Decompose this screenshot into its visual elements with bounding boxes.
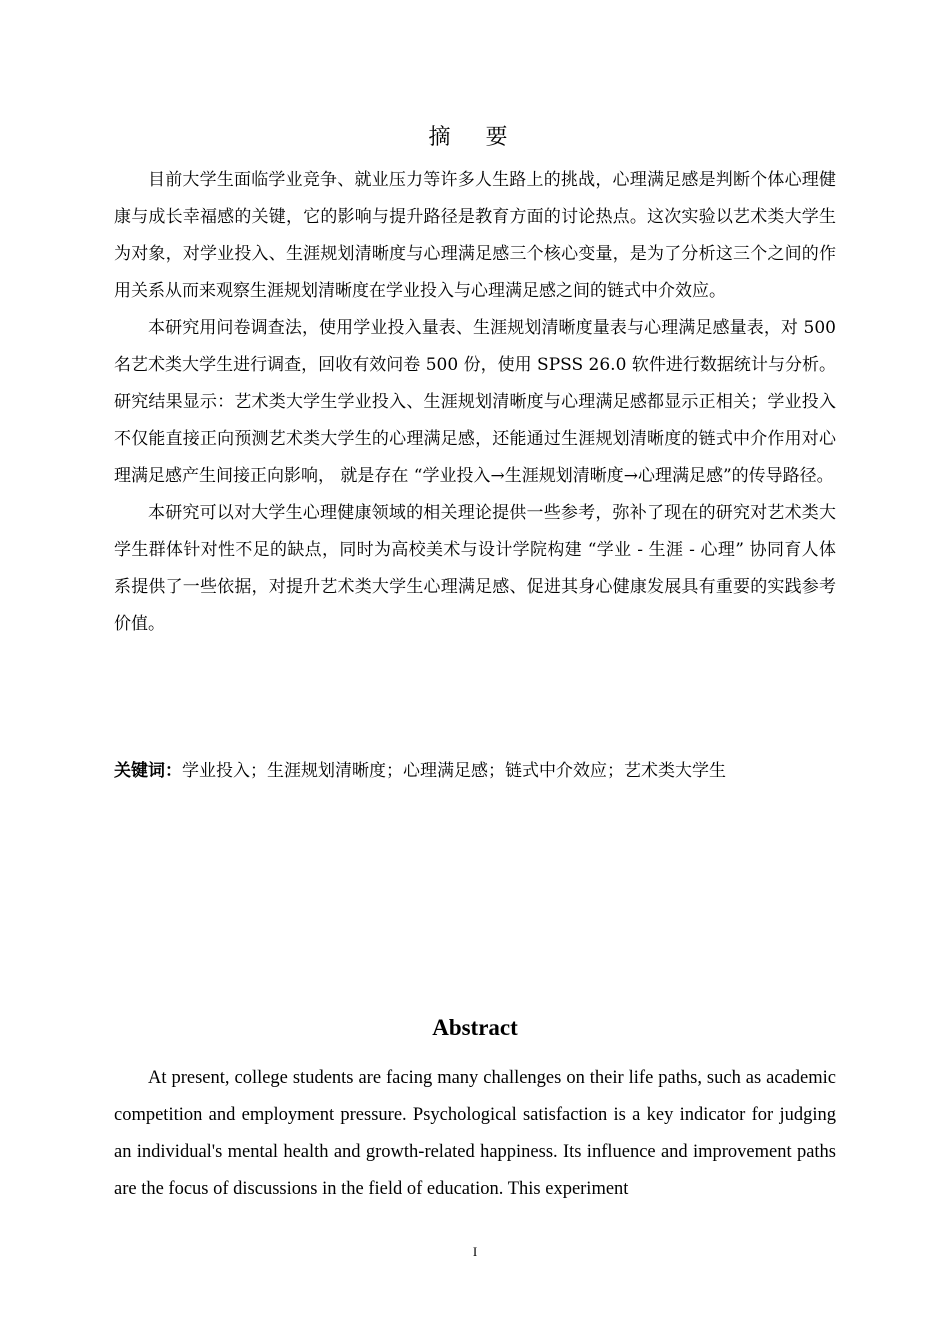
abstract-en-body [114,1060,836,1208]
page-number: I [472,1244,478,1259]
abstract-en-title: Abstract [432,1015,518,1040]
abstract-cn-body [114,162,836,643]
keywords-line [114,755,836,787]
keywords-text: 学业投入；生涯规划清晰度；心理满足感；链式中介效应；艺术类大学生 [182,761,726,781]
abstract-cn-paragraph-1: 目前大学生面临学业竞争、就业压力等许多人生路上的挑战，心理满足感是判断个体心理健康与成长幸福感的关键，它的影响与提升路径是教育方面的讨论热点。这次实验以艺术类大学生为对象，对学业投入、生涯规划清晰度与心理满足感三个核心变量，是为了分析这三个之间的作用关系从而来观察生涯规划清晰度在学业投入与心理满足感之间的链式中介效应。 [114,170,836,301]
abstract-cn-paragraph-2: 本研究用问卷调查法，使用学业投入量表、生涯规划清晰度量表与心理满足感量表，对 500 名艺术类大学生进行调查，回收有效问卷 500 份，使用 SPSS 26.0 软件进行数据统计与分析。研究结果显示：艺术类大学生学业投入、生涯规划清晰度与心理满足感都显示正相关；学业投入不仅能直接正向预测艺术类大学生的心理满足感，还能通过生涯规划清晰度的链式中介作用对心理满足感产生间接正向影响， 就是存在 “学业投入→生涯规划清晰度→心理满足感”的传导路径。 [114,318,836,486]
abstract-cn-title: 摘 要 [428,125,522,150]
abstract-en-paragraph-1: At present, college students are facing many challenges on their life paths, such as academic competition and employment pressure. Psychological satisfaction is a key indicator for judging an individual's mental health and growth-related happiness. Its influence and improvement paths are the focus of discussions in the field of education. This experiment [114,1068,836,1199]
abstract-cn-paragraph-3: 本研究可以对大学生心理健康领域的相关理论提供一些参考，弥补了现在的研究对艺术类大学生群体针对性不足的缺点，同时为高校美术与设计学院构建 “学业 - 生涯 - 心理” 协同育人体系提供了一些依据，对提升艺术类大学生心理满足感、促进其身心健康发展具有重要的实践参考价值。 [114,503,836,634]
keywords-label: 关键词： [114,761,182,781]
